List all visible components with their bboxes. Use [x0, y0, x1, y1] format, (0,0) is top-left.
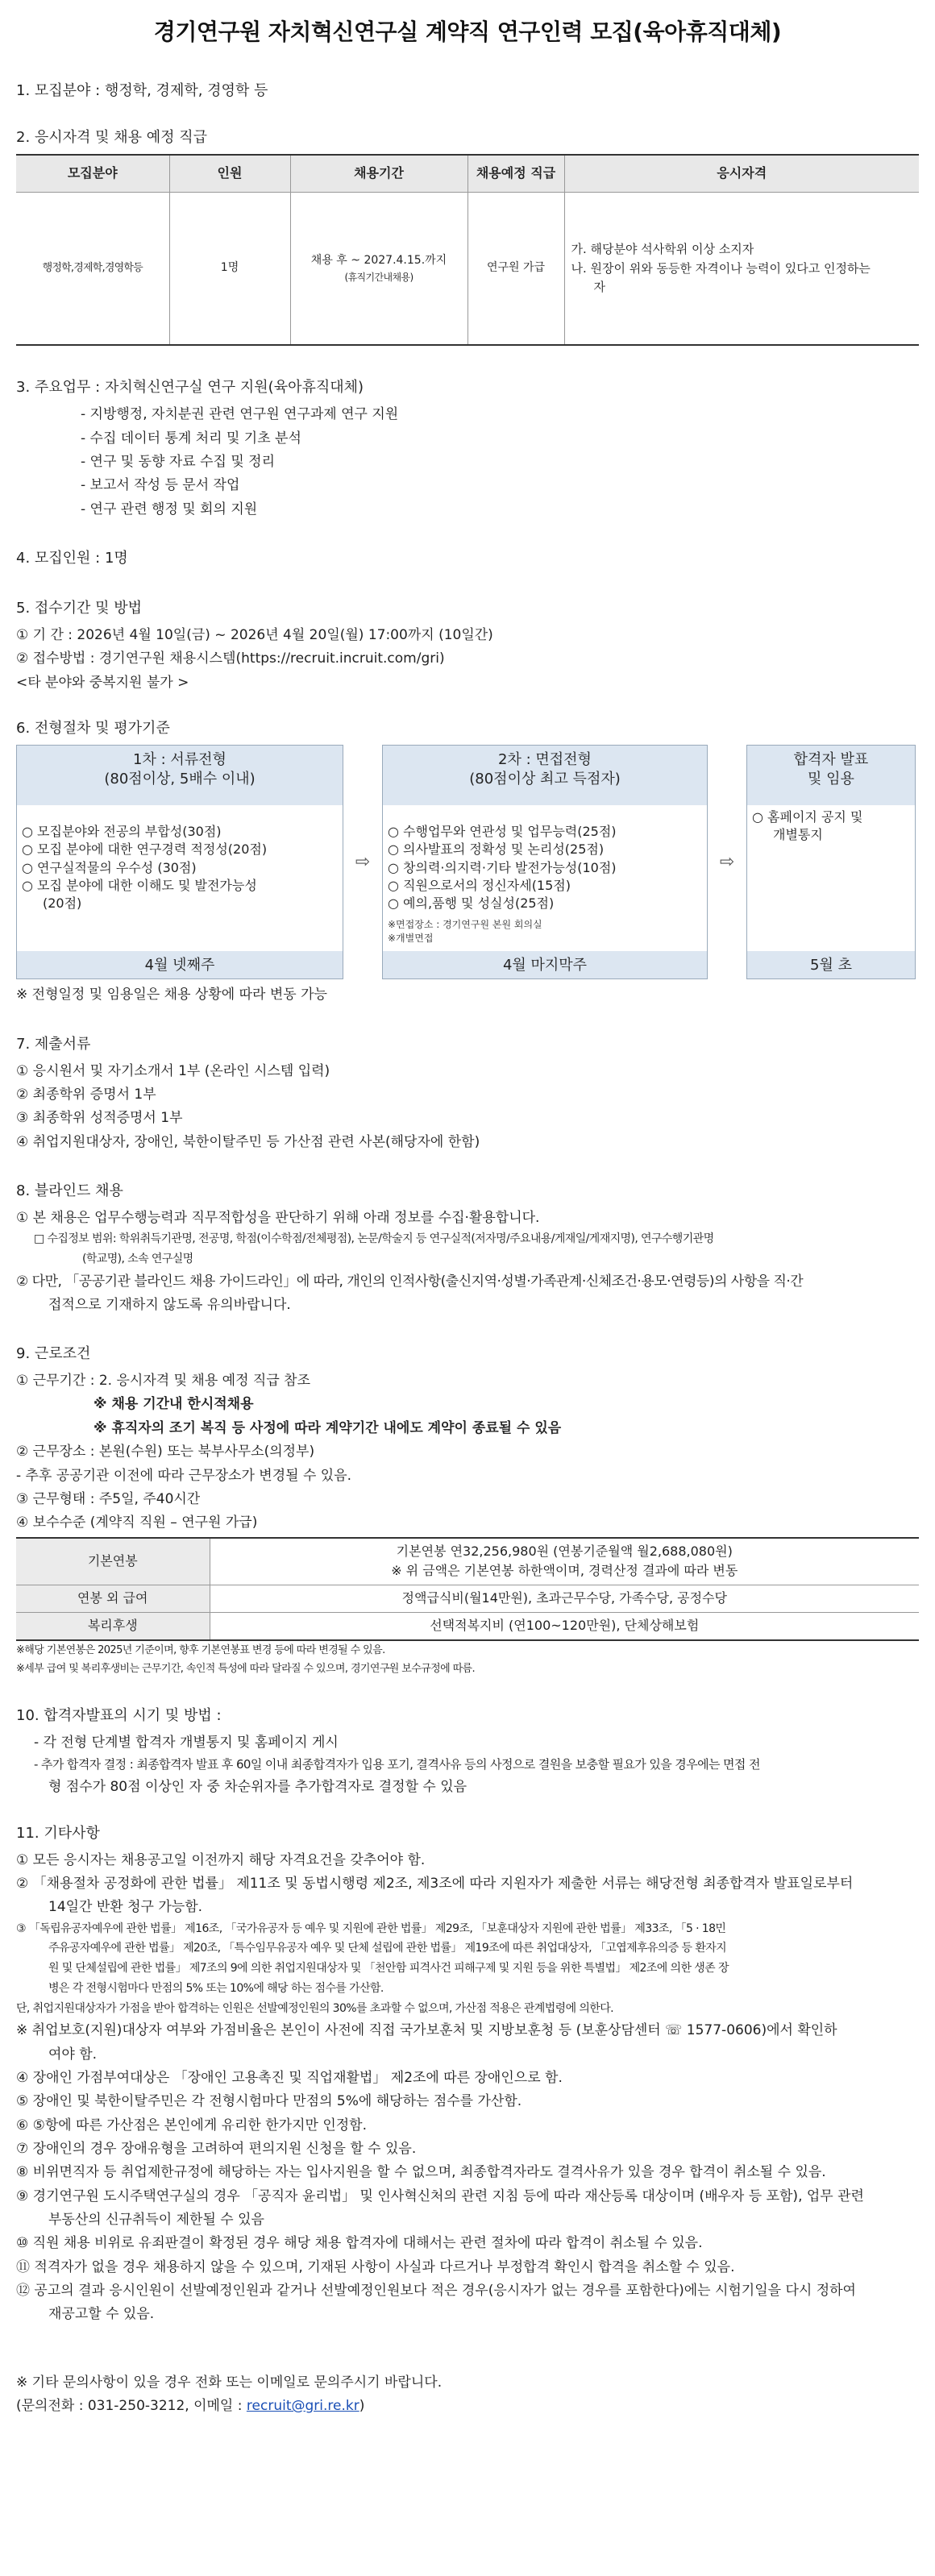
misc-list — [16, 1850, 919, 2325]
announcement-line: - 각 전형 단계별 합격자 개별통지 및 홈페이지 게시 — [34, 1734, 339, 1751]
table-row — [16, 1585, 919, 1613]
qual-a: 가. 해당분야 석사학위 이상 소지자 — [571, 242, 754, 257]
section-documents — [16, 1033, 919, 1153]
col-header: 모집분야 — [16, 155, 169, 192]
misc-item: 주유공자예우에 관한 법률」 제20조, 「특수임무유공자 예우 및 단체 설립에 관한 법률」 제19조에 따른 취업대상자, 「고엽제후유의증 등 환자지 — [48, 1942, 727, 1955]
stage-body — [747, 805, 915, 952]
stage-header — [17, 746, 343, 805]
qualification-table — [16, 154, 919, 346]
section-heading: 3. 주요업무 : 자치혁신연구실 연구 지원(육아휴직대체) — [16, 379, 364, 397]
criteria-item: ○ 수행업무와 연관성 및 업무능력(25점) — [388, 823, 617, 839]
application-note: <타 분야와 중복지원 불가 > — [16, 674, 189, 691]
section-heading: 8. 블라인드 채용 — [16, 1182, 123, 1199]
pay-label: 연봉 외 급여 — [16, 1585, 210, 1613]
misc-item: ⑤ 장애인 및 북한이탈주민은 각 전형시험마다 만점의 5%에 해당하는 점수를 가산함. — [16, 2093, 522, 2110]
email-link[interactable]: recruit@gri.re.kr — [246, 2398, 359, 2414]
section-heading: 11. 기타사항 — [16, 1824, 100, 1842]
pay-value — [210, 1538, 919, 1585]
stage-header — [383, 746, 707, 805]
stage-subtitle: 및 임용 — [808, 771, 854, 788]
criteria-item: ○ 모집분야와 전공의 부합성(30점) — [22, 823, 222, 839]
contact-footer — [16, 2372, 919, 2417]
misc-item: 14일간 반환 청구 가능함. — [48, 1899, 203, 1916]
period-note: (휴직기간내채용) — [344, 271, 413, 283]
duty-item: - 연구 관련 행정 및 회의 지원 — [81, 501, 258, 517]
duty-item: - 연구 및 동향 자료 수집 및 정리 — [81, 454, 276, 471]
col-header: 채용예정 직급 — [468, 155, 564, 192]
stage-interview — [382, 745, 708, 980]
application-period: ① 기 간 : 2026년 4월 10일(금) ~ 2026년 4월 20일(월) 17:00까지 (10일간) — [16, 626, 493, 643]
period-text: 채용 후 ~ 2027.4.15.까지 — [310, 254, 447, 268]
misc-item: ① 모든 응시자는 채용공고일 이전까지 해당 자격요건을 갖추어야 함. — [16, 1851, 426, 1868]
misc-item: ③ 「독립유공자예우에 관한 법률」 제16조, 「국가유공자 등 예우 및 지원에 관한 법률」 제29조, 「보훈대상자 지원에 관한 법률」 제33조, 「5 · 18민 — [16, 1922, 726, 1935]
section-misc — [16, 1822, 919, 2325]
misc-item: ④ 장애인 가점부여대상은 「장애인 고용촉진 및 직업재활법」 제2조에 따른 장애인으로 함. — [16, 2069, 563, 2086]
pay-footnote: ※해당 기본연봉은 2025년 기준이며, 향후 기본연봉표 변경 등에 따라 변경될 수 있음. — [16, 1643, 385, 1656]
duty-item: - 수집 데이터 통계 처리 및 기초 분석 — [81, 430, 301, 447]
table-row — [16, 1612, 919, 1639]
stage-announcement — [746, 745, 916, 980]
misc-item: ※ 취업보호(지원)대상자 여부와 가점비율은 본인이 사전에 직접 국가보훈처 및 지방보훈청 등 (보훈상담센터 ☏ 1577-0606)에서 확인하 — [16, 2022, 837, 2039]
condition-line: ④ 보수수준 (계약직 직원 – 연구원 가급) — [16, 1514, 258, 1531]
misc-item: ⑧ 비위면직자 등 취업제한규정에 해당하는 자는 입사지원을 할 수 없으며, 최종합격자라도 결격사유가 있을 경우 합격이 취소될 수 있음. — [16, 2164, 826, 2181]
condition-note: ※ 휴직자의 조기 복직 등 사정에 따라 계약기간 내에도 계약이 종료될 수 있음 — [94, 1419, 562, 1436]
blind-line: (학교명), 소속 연구실명 — [82, 1252, 193, 1265]
blind-line: □ 수집정보 범위: 학위취득기관명, 전공명, 학점(이수학점/전체평점), 논문/학술지 등 연구실적(저자명/주요내용/게재일/게재지명), 연구수행기관명 — [34, 1232, 714, 1246]
criteria-item: ○ 예의,품행 및 성실성(25점) — [388, 895, 555, 912]
col-header: 채용기간 — [290, 155, 468, 192]
cell-count: 1명 — [169, 192, 290, 345]
criteria-item: (20점) — [43, 895, 82, 912]
contact-suffix: ) — [359, 2398, 365, 2414]
misc-item: 병은 각 전형시험마다 만점의 5% 또는 10%에 해당 하는 점수를 가산함. — [48, 1981, 384, 1995]
process-note: ※ 전형일정 및 임용일은 채용 상황에 따라 변동 가능 — [16, 987, 327, 1003]
process-diagram — [16, 745, 919, 980]
blind-line: ② 다만, 「공공기관 블라인드 채용 가이드라인」에 따라, 개인의 인적사항(출신지역·성별·가족관계·신체조건·용모·연령등)의 사항을 직·간 — [16, 1273, 804, 1290]
stage-header — [747, 746, 915, 805]
section-announcement — [16, 1705, 919, 1798]
section-heading: 10. 합격자발표의 시기 및 방법 : — [16, 1707, 222, 1724]
section-field — [16, 80, 919, 102]
qual-b-cont: 자 — [593, 279, 605, 294]
misc-item: ② 「채용절차 공정화에 관한 법률」 제11조 및 동법시행령 제2조, 제3조에 따라 지원자가 제출한 서류는 해당전형 최종합격자 발표일로부터 — [16, 1876, 854, 1893]
pay-footnote: ※세부 급여 및 복리후생비는 근무기간, 속인적 특성에 따라 달라질 수 있으며, 경기연구원 보수규정에 따름. — [16, 1662, 476, 1675]
section-process — [16, 717, 919, 1006]
misc-item: ⑪ 적격자가 없을 경우 채용하지 않을 수 있으며, 기재된 사항이 사실과 다르거나 부정합격 확인시 합격을 취소할 수 있음. — [16, 2258, 735, 2275]
document-item: ② 최종학위 증명서 1부 — [16, 1086, 156, 1103]
cell-field: 행정학,경제학,경영학등 — [16, 192, 169, 345]
page-title: 경기연구원 자치혁신연구실 계약직 연구인력 모집(육아휴직대체) — [153, 19, 782, 45]
pay-value-note: ※ 위 금액은 기본연봉 하한액이며, 경력산정 결과에 따라 변동 — [391, 1563, 738, 1579]
stage-schedule: 4월 마지막주 — [383, 951, 707, 978]
duty-item: - 지방행정, 자치분권 관련 연구원 연구과제 연구 지원 — [81, 406, 399, 423]
misc-item: ⑫ 공고의 결과 응시인원이 선발예정인원과 같거나 선발예정인원보다 적은 경우(응시자가 없는 경우를 포함한다)에는 시험기일을 다시 정하여 — [16, 2282, 856, 2299]
section-conditions — [16, 1343, 919, 1677]
criteria-item: ○ 연구실적물의 우수성 (30점) — [22, 859, 197, 875]
stage-body — [17, 805, 343, 952]
misc-item: 원 및 단체설립에 관한 법률」 제7조의 9에 의한 취업지원대상자 및 「천안함 피격사건 피해구제 및 지원 등을 위한 특별법」 제2조에 의한 생존 장 — [48, 1962, 729, 1976]
blind-line: ① 본 채용은 업무수행능력과 직무적합성을 판단하기 위해 아래 정보를 수집·활용합니다. — [16, 1209, 540, 1226]
table-row — [16, 1538, 919, 1585]
section-heading: 6. 전형절차 및 평가기준 — [16, 719, 170, 737]
misc-item: 부동산의 신규취득이 제한될 수 있음 — [48, 2211, 264, 2228]
col-header: 응시자격 — [564, 155, 919, 192]
stage-subtitle: (80점이상 최고 득점자) — [469, 771, 621, 788]
col-header: 인원 — [169, 155, 290, 192]
condition-line: ③ 근무형태 : 주5일, 주40시간 — [16, 1490, 201, 1507]
cell-period — [290, 192, 468, 345]
contact-line — [16, 2395, 919, 2416]
pay-table — [16, 1537, 919, 1641]
section-heading: 5. 접수기간 및 방법 — [16, 599, 143, 617]
pay-value: 정액급식비(월14만원), 초과근무수당, 가족수당, 공정수당 — [210, 1585, 919, 1613]
section-qualification — [16, 127, 919, 346]
condition-line: ① 근무기간 : 2. 응시자격 및 채용 예정 직급 참조 — [16, 1373, 310, 1390]
condition-note: ※ 채용 기간내 한시적채용 — [94, 1396, 254, 1413]
arrow-right-icon: ⇨ — [719, 851, 735, 872]
table-row — [16, 192, 919, 345]
stage-body — [383, 805, 707, 952]
document-item: ④ 취업지원대상자, 장애인, 북한이탈주민 등 가산점 관련 사본(해당자에 한함) — [16, 1133, 480, 1150]
misc-item: 재공고할 수 있음. — [48, 2306, 155, 2323]
qual-b: 나. 원장이 위와 동등한 자격이나 능력이 있다고 인정하는 — [571, 260, 871, 276]
misc-item: 여야 함. — [48, 2046, 98, 2063]
pay-value-line: 기본연봉 연32,256,980원 (연봉기준월액 월2,688,080원) — [396, 1543, 733, 1559]
criteria-item: ○ 모집 분야에 대한 이해도 및 발전가능성 — [22, 877, 257, 893]
stage-subtitle: (80점이상, 5배수 이내) — [104, 771, 256, 788]
criteria-item: ○ 직원으로서의 정신자세(15점) — [388, 877, 571, 893]
stage-title: 1차 : 서류전형 — [133, 750, 226, 768]
section-headcount — [16, 547, 919, 570]
announcement-line: - 추가 합격자 결정 : 최종합격자 발표 후 60일 이내 최종합격자가 입용 포기, 결격사유 등의 사정으로 결원을 보충할 필요가 있을 경우에는 면접 전 — [34, 1757, 760, 1772]
section-heading: 9. 근로조건 — [16, 1345, 91, 1363]
interview-note: ※개별면접 — [388, 932, 434, 944]
misc-item: ⑩ 직원 채용 비위로 유죄판결이 확정된 경우 해당 채용 합격자에 대해서는 관련 절차에 따라 합격이 취소될 수 있음. — [16, 2235, 703, 2252]
interview-note: ※면접장소 : 경기연구원 본원 회의실 — [388, 918, 542, 930]
criteria-item: 개별통지 — [773, 827, 823, 843]
section-application — [16, 597, 919, 693]
section-heading: 4. 모집인원 : 1명 — [16, 550, 128, 567]
misc-item: ⑥ ⑤항에 따른 가산점은 본인에게 유리한 한가지만 인정함. — [16, 2117, 367, 2134]
arrow-right-icon: ⇨ — [355, 851, 371, 872]
cell-qualification — [564, 192, 919, 345]
condition-line: ② 근무장소 : 본원(수원) 또는 북부사무소(의정부) — [16, 1444, 315, 1460]
blind-line: 접적으로 기재하지 않도록 유의바랍니다. — [48, 1296, 291, 1313]
criteria-item: ○ 의사발표의 정확성 및 논리성(25점) — [388, 841, 605, 858]
stage-schedule: 4월 넷째주 — [17, 951, 343, 978]
misc-item: 단, 취업지원대상자가 가점을 받아 합격하는 인원은 선발예정인원의 30%를 초과할 수 없으며, 가산점 적용은 관계법령에 의한다. — [16, 2001, 613, 2015]
misc-item: ⑨ 경기연구원 도시주택연구실의 경우 「공직자 윤리법」 및 인사혁신처의 관련 지침 등에 따라 재산등록 대상이며 (배우자 등 포함), 업무 관련 — [16, 2188, 864, 2204]
announcement-line: 형 점수가 80점 이상인 자 중 차순위자를 추가합격자로 결정할 수 있음 — [48, 1779, 468, 1796]
stage-title: 2차 : 면접전형 — [498, 750, 592, 768]
stage-schedule: 5월 초 — [747, 951, 915, 978]
application-method: ② 접수방법 : 경기연구원 채용시스템(https://recruit.incruit.com/gri) — [16, 650, 445, 667]
criteria-item: ○ 홈페이지 공지 및 — [752, 808, 863, 825]
stage-title: 합격자 발표 — [793, 750, 869, 768]
condition-line: - 추후 공공기관 이전에 따라 근무장소가 변경될 수 있음. — [16, 1467, 352, 1484]
document-item: ③ 최종학위 성적증명서 1부 — [16, 1110, 183, 1127]
duty-item: - 보고서 작성 등 문서 작업 — [81, 477, 240, 494]
document-item: ① 응시원서 및 자기소개서 1부 (온라인 시스템 입력) — [16, 1062, 330, 1079]
stage-document — [16, 745, 343, 980]
section-blind — [16, 1180, 919, 1315]
pay-label: 기본연봉 — [16, 1538, 210, 1585]
section-heading: 1. 모집분야 : 행정학, 경제학, 경영학 등 — [16, 82, 268, 100]
contact-phone: (문의전화 : 031-250-3212, 이메일 : — [16, 2398, 247, 2414]
misc-item: ⑦ 장애인의 경우 장애유형을 고려하여 편의지원 신청을 할 수 있음. — [16, 2140, 417, 2157]
criteria-item: ○ 창의력·의지력·기타 발전가능성(10점) — [388, 859, 617, 875]
criteria-item: ○ 모집 분야에 대한 연구경력 적정성(20점) — [22, 841, 268, 858]
section-heading: 2. 응시자격 및 채용 예정 직급 — [16, 129, 208, 147]
section-duties — [16, 376, 919, 520]
cell-grade: 연구원 가급 — [468, 192, 564, 345]
pay-label: 복리후생 — [16, 1612, 210, 1639]
pay-value: 선택적복지비 (연100~120만원), 단체상해보험 — [210, 1612, 919, 1639]
contact-note: ※ 기타 문의사항이 있을 경우 전화 또는 이메일로 문의주시기 바랍니다. — [16, 2374, 443, 2391]
section-heading: 7. 제출서류 — [16, 1035, 91, 1053]
